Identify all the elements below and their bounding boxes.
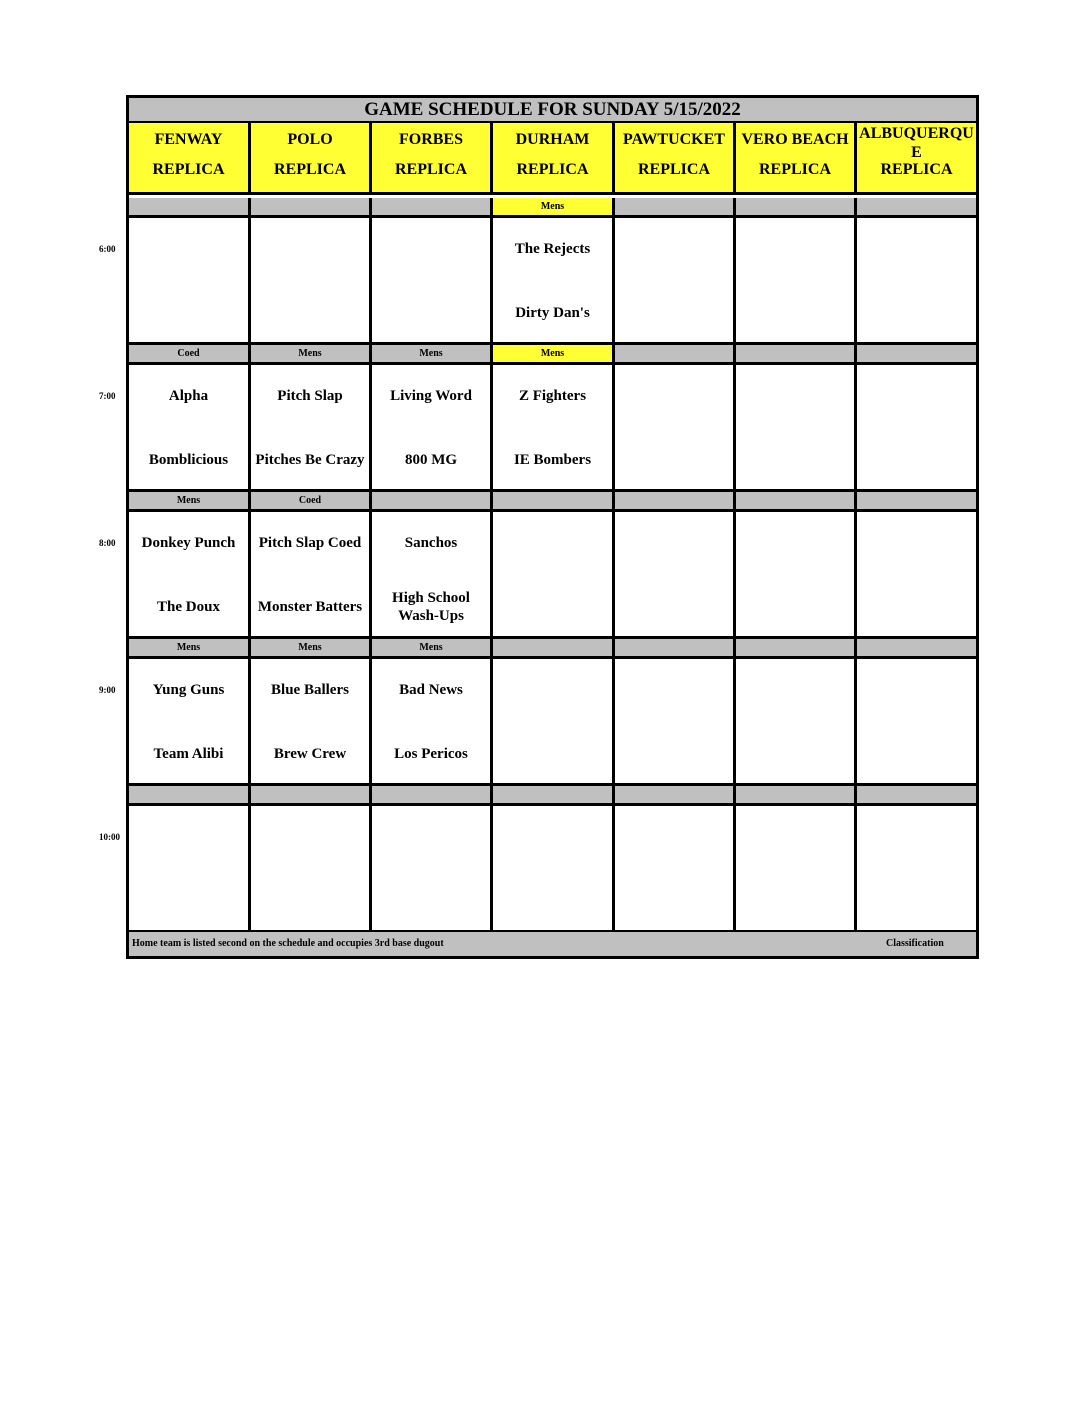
venue-name: FORBES (398, 131, 463, 148)
game-cell (857, 215, 976, 345)
classification-cell (857, 492, 976, 509)
game-cell (857, 803, 976, 933)
game-cell (129, 215, 251, 345)
classification-cell (857, 786, 976, 803)
home-team: Pitches Be Crazy (255, 452, 365, 468)
game-cell (493, 509, 615, 639)
game-cell (857, 656, 976, 786)
game-cell (372, 362, 493, 492)
home-team: Los Pericos (394, 746, 468, 762)
away-team: Z Fighters (518, 388, 587, 404)
away-team: Living Word (390, 388, 472, 404)
game-cell (736, 215, 857, 345)
classification-cell: Mens (493, 198, 615, 215)
venue-subtitle: REPLICA (394, 161, 467, 178)
venue-header-0 (129, 123, 251, 195)
classification-cell: Coed (251, 492, 372, 509)
venue-name: VERO BEACH (741, 131, 849, 148)
home-team: IE Bombers (513, 452, 592, 468)
game-cell (615, 656, 736, 786)
game-cell (857, 509, 976, 639)
classification-cell (493, 639, 615, 656)
schedule-table (126, 95, 979, 959)
game-cell (493, 215, 615, 345)
game-cell (736, 509, 857, 639)
classification-cell (736, 639, 857, 656)
venue-subtitle: REPLICA (152, 161, 225, 178)
time-label: 9:00 (99, 685, 116, 695)
classification-cell (251, 786, 372, 803)
classification-cell: Mens (372, 345, 493, 362)
classification-cell (493, 492, 615, 509)
game-cell (372, 215, 493, 345)
classification-cell: Mens (251, 345, 372, 362)
game-cell (615, 803, 736, 933)
venue-name: ALBUQUERQU E (859, 125, 974, 161)
classification-cell (736, 786, 857, 803)
classification-cell: Mens (129, 639, 251, 656)
home-team: Dirty Dan's (515, 305, 590, 321)
away-team: Yung Guns (152, 682, 225, 698)
time-label: 8:00 (99, 538, 116, 548)
classification-cell: Mens (372, 639, 493, 656)
venue-subtitle: REPLICA (637, 161, 710, 178)
away-team: Alpha (168, 388, 209, 404)
footer-bar (129, 932, 976, 956)
game-cell (736, 656, 857, 786)
classification-cell (736, 345, 857, 362)
time-label: 6:00 (99, 244, 116, 254)
classification-cell (129, 198, 251, 215)
home-team: The Doux (157, 599, 220, 615)
venue-name: PAWTUCKET (623, 131, 725, 148)
time-label: 10:00 (99, 832, 120, 842)
game-cell (251, 656, 372, 786)
game-cell (736, 803, 857, 933)
venue-name: FENWAY (154, 131, 223, 148)
classification-cell (372, 786, 493, 803)
game-cell (251, 362, 372, 492)
classification-cell: Mens (251, 639, 372, 656)
venue-header-2 (372, 123, 493, 195)
home-team: Bomblicious (148, 452, 229, 468)
game-cell (372, 656, 493, 786)
classification-cell (615, 198, 736, 215)
venue-name: DURHAM (515, 131, 590, 148)
venue-subtitle: REPLICA (880, 161, 953, 178)
away-team: Pitch Slap Coed (258, 535, 362, 551)
home-team: Monster Batters (257, 599, 363, 615)
game-cell (615, 215, 736, 345)
game-cell (251, 509, 372, 639)
game-cell (251, 215, 372, 345)
venue-subtitle: REPLICA (516, 161, 589, 178)
classification-cell (736, 198, 857, 215)
game-cell (129, 803, 251, 933)
game-cell (372, 509, 493, 639)
away-team: The Rejects (514, 241, 591, 257)
home-team: Team Alibi (153, 746, 224, 762)
classification-cell (129, 786, 251, 803)
game-cell (251, 803, 372, 933)
classification-cell (615, 639, 736, 656)
venue-header-3 (493, 123, 615, 195)
game-cell (736, 362, 857, 492)
classification-cell (615, 786, 736, 803)
away-team: Sanchos (404, 535, 458, 551)
classification-cell (493, 786, 615, 803)
home-team: High School Wash-Ups (392, 590, 470, 624)
venue-header-4 (615, 123, 736, 195)
venue-subtitle: REPLICA (758, 161, 831, 178)
venue-name: POLO (287, 131, 333, 148)
game-cell (129, 656, 251, 786)
venue-header-5 (736, 123, 857, 195)
classification-cell (251, 198, 372, 215)
home-team: Brew Crew (273, 746, 347, 762)
game-cell (493, 656, 615, 786)
game-cell (493, 362, 615, 492)
game-cell (493, 803, 615, 933)
schedule-title: GAME SCHEDULE FOR SUNDAY 5/15/2022 (129, 98, 976, 123)
away-team: Blue Ballers (271, 682, 349, 698)
classification-cell: Coed (129, 345, 251, 362)
classification-label: Classification (886, 938, 944, 949)
classification-cell (857, 345, 976, 362)
classification-cell (857, 198, 976, 215)
classification-cell (372, 492, 493, 509)
game-cell (372, 803, 493, 933)
classification-cell (615, 492, 736, 509)
game-cell (615, 362, 736, 492)
classification-cell (615, 345, 736, 362)
venue-header-6 (857, 123, 976, 195)
venue-subtitle: REPLICA (273, 161, 346, 178)
game-cell (615, 509, 736, 639)
away-team: Donkey Punch (141, 535, 236, 551)
classification-cell (372, 198, 493, 215)
game-cell (129, 509, 251, 639)
away-team: Pitch Slap (277, 388, 343, 404)
game-cell (857, 362, 976, 492)
footer-note: Home team is listed second on the schedule and occupies 3rd base dugout (132, 938, 444, 949)
away-team: Bad News (399, 682, 463, 698)
time-label: 7:00 (99, 391, 116, 401)
game-cell (129, 362, 251, 492)
venue-header-1 (251, 123, 372, 195)
classification-cell: Mens (129, 492, 251, 509)
classification-cell: Mens (493, 345, 615, 362)
home-team: 800 MG (404, 452, 458, 468)
classification-cell (736, 492, 857, 509)
classification-cell (857, 639, 976, 656)
